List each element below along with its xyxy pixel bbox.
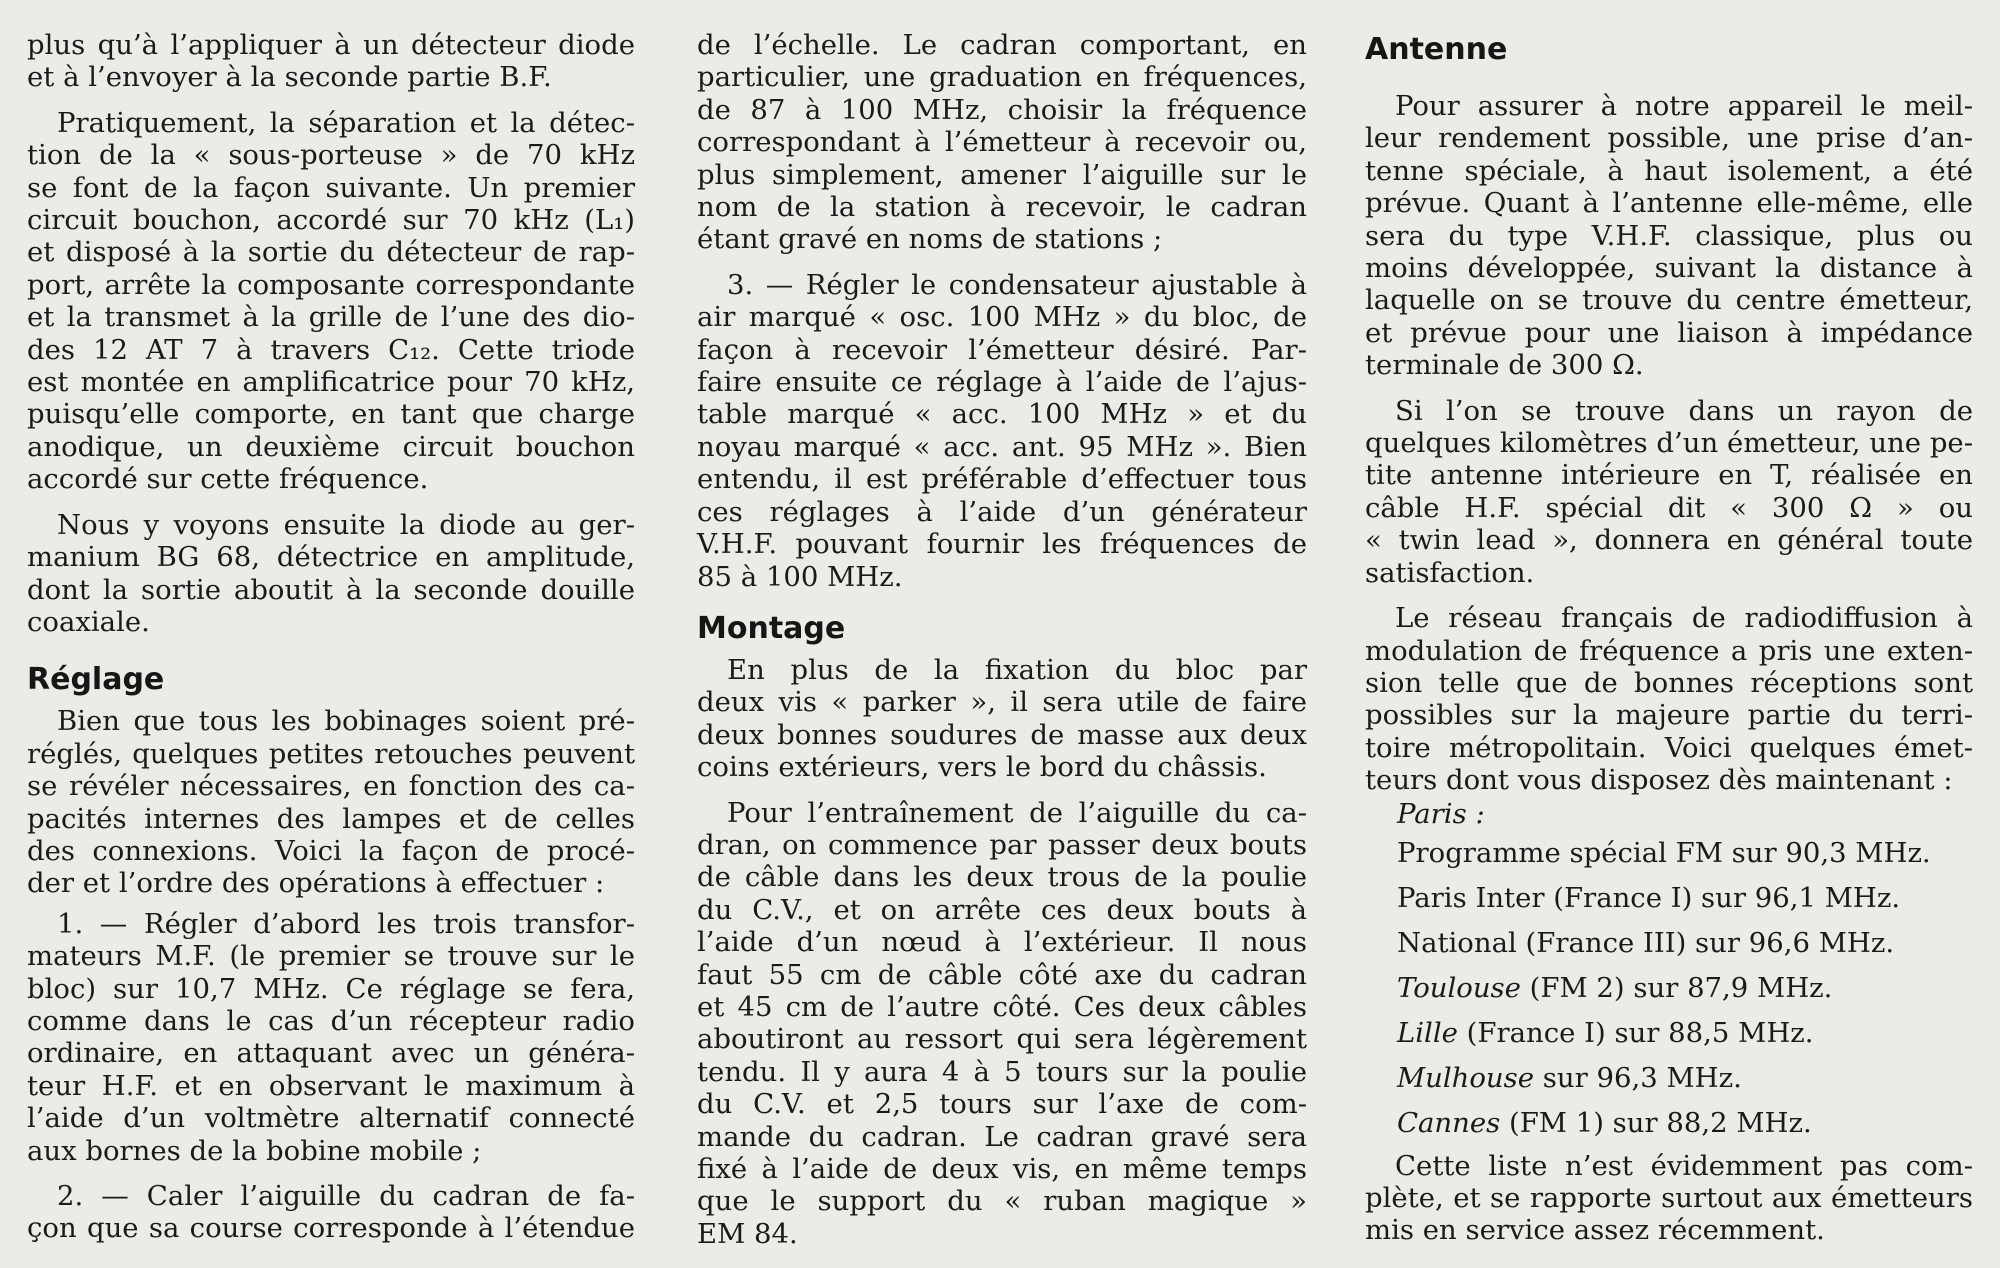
- station-city: Cannes: [1397, 1106, 1501, 1139]
- text-line: du C.V. et 2,5 tours sur l’axe de com-: [697, 1088, 1307, 1121]
- text-line: de câble dans les deux trous de la poulie: [697, 861, 1307, 894]
- text-line: toire métropolitain. Voici quelques émet-: [1365, 731, 1973, 764]
- text-line: façon à recevoir l’émetteur désiré. Par-: [697, 333, 1307, 366]
- text-line: modulation de fréquence a pris une exten-: [1365, 634, 1973, 667]
- text-line: bloc) sur 10,7 MHz. Ce réglage se fera,: [27, 972, 635, 1005]
- text-line: dont la sortie aboutit à la seconde douille: [27, 573, 635, 606]
- station-row: [1397, 921, 1973, 966]
- text-line: quelques kilomètres d’un émetteur, une pe-: [1365, 427, 1973, 460]
- text-line: mis en service assez récemment.: [1365, 1214, 1825, 1247]
- text-line: de l’échelle. Le cadran comportant, en: [697, 29, 1307, 61]
- text-line: des 12 AT 7 à travers C₁₂. Cette triode: [27, 333, 635, 366]
- text-line: du C.V., et on arrête ces deux bouts à: [697, 893, 1307, 926]
- text-line: port, arrête la composante correspondante: [27, 268, 635, 301]
- text-line: puisqu’elle comporte, en tant que charge: [27, 398, 635, 431]
- paragraph: [27, 1180, 635, 1245]
- text-line: Si l’on se trouve dans un rayon de: [1395, 394, 1973, 427]
- text-line: laquelle on se trouve du centre émetteur,: [1365, 284, 1973, 317]
- text-line: possibles sur la majeure partie du terri-: [1365, 699, 1973, 732]
- text-line: se font de la façon suivante. Un premier: [27, 171, 635, 204]
- text-line: noyau marqué « acc. ant. 95 MHz ». Bien: [697, 430, 1307, 463]
- text-line: l’aide d’un voltmètre alternatif connecté: [27, 1102, 635, 1135]
- text-line: 3. — Régler le condensateur ajustable à: [727, 268, 1307, 301]
- text-line: Pour l’entraînement de l’aiguille du ca-: [727, 796, 1307, 829]
- text-line: teurs dont vous disposez dès maintenant :: [1365, 764, 1953, 797]
- text-line: dran, on commence par passer deux bouts: [697, 828, 1307, 861]
- station-city: Toulouse: [1397, 971, 1521, 1004]
- section-heading-antenne: Antenne: [1365, 32, 1508, 67]
- text-line: faut 55 cm de câble côté axe du cadran: [697, 958, 1307, 991]
- column-right: [1365, 0, 1973, 1268]
- text-line: 1. — Régler d’abord les trois transfor-: [57, 907, 635, 940]
- text-line: moins développée, suivant la distance à: [1365, 252, 1973, 285]
- text-line: EM 84.: [697, 1217, 798, 1250]
- text-line: plus qu’à l’appliquer à un détecteur diode: [27, 29, 635, 61]
- station-details: (FM 2) sur 87,9 MHz.: [1520, 971, 1833, 1004]
- text-line: deux vis « parker », il sera utile de faire: [697, 686, 1307, 719]
- text-line: V.H.F. pouvant fournir les fréquences de: [697, 528, 1307, 561]
- text-line: tenne spéciale, à haut isolement, a été: [1365, 154, 1973, 187]
- text-line: « twin lead », donnera en général toute: [1365, 524, 1973, 557]
- text-line: plus simplement, amener l’aiguille sur le: [697, 158, 1307, 191]
- station-details: (FM 1) sur 88,2 MHz.: [1500, 1106, 1812, 1139]
- text-line: mateurs M.F. (le premier se trouve sur le: [27, 940, 635, 973]
- text-line: ordinaire, en attaquant avec un généra-: [27, 1037, 635, 1070]
- paragraph: [27, 908, 635, 1167]
- text-line: circuit bouchon, accordé sur 70 kHz (L₁): [27, 204, 635, 237]
- paragraph: [1365, 602, 1973, 796]
- text-line: nom de la station à recevoir, le cadran: [697, 191, 1307, 224]
- text-line: table marqué « acc. 100 MHz » et du: [697, 398, 1307, 431]
- text-line: et la transmet à la grille de l’une des dio-: [27, 301, 635, 334]
- text-line: Cette liste n’est évidemment pas com-: [1395, 1149, 1973, 1182]
- station-row: [1397, 966, 1973, 1011]
- text-line: satisfaction.: [1365, 556, 1535, 589]
- section-heading-reglage: Réglage: [27, 662, 165, 698]
- text-line: fixé à l’aide de deux vis, en même temps: [697, 1153, 1307, 1185]
- paragraph: [1365, 395, 1973, 589]
- text-line: leur rendement possible, une prise d’an-: [1365, 122, 1973, 155]
- text-line: coins extérieurs, vers le bord du châssis.: [697, 751, 1267, 784]
- text-line: coaxiale.: [27, 605, 150, 638]
- text-line: 85 à 100 MHz.: [697, 560, 903, 593]
- text-line: faire ensuite ce réglage à l’aide de l’ajus-: [697, 366, 1307, 399]
- text-line: se révéler nécessaires, en fonction des ca-: [27, 770, 635, 803]
- text-line: der et l’ordre des opérations à effectuer :: [27, 867, 605, 900]
- text-line: anodique, un deuxième circuit bouchon: [27, 430, 635, 463]
- text-line: correspondant à l’émetteur à recevoir ou,: [697, 126, 1307, 159]
- text-line: particulier, une graduation en fréquences,: [697, 61, 1307, 94]
- text-line: comme dans le cas d’un récepteur radio: [27, 1004, 635, 1037]
- text-line: Le réseau français de radiodiffusion à: [1395, 602, 1973, 635]
- text-line: et à l’envoyer à la seconde partie B.F.: [27, 61, 552, 94]
- paragraph: [27, 107, 635, 496]
- text-line: de 87 à 100 MHz, choisir la fréquence: [697, 93, 1307, 126]
- text-line: Nous y voyons ensuite la diode au ger-: [57, 508, 635, 541]
- text-line: réglés, quelques petites retouches peuvent: [27, 737, 635, 770]
- paragraph: [697, 269, 1307, 593]
- paragraph: [27, 29, 635, 94]
- text-line: pacités internes des lampes et de celles: [27, 802, 635, 835]
- section-heading-montage: Montage: [697, 610, 846, 646]
- text-line: l’aide d’un nœud à l’extérieur. Il nous: [697, 926, 1307, 959]
- column-middle: [697, 0, 1307, 1268]
- text-line: terminale de 300 Ω.: [1365, 349, 1644, 382]
- text-line: aboutiront au ressort qui sera légèrement: [697, 1023, 1307, 1056]
- station-details: Paris Inter (France I) sur 96,1 MHz.: [1397, 881, 1901, 914]
- text-line: En plus de la fixation du bloc par: [727, 653, 1307, 686]
- paragraph: [697, 29, 1307, 256]
- text-line: accordé sur cette fréquence.: [27, 463, 429, 496]
- text-line: Pour assurer à notre appareil le meil-: [1395, 90, 1973, 122]
- station-heading-paris: Paris :: [1397, 797, 1485, 830]
- text-line: et 45 cm de l’autre côté. Ces deux câbles: [697, 990, 1307, 1023]
- paragraph: [1365, 90, 1973, 382]
- station-details: Programme spécial FM sur 90,3 MHz.: [1397, 836, 1931, 869]
- text-line: tite antenne intérieure en T, réalisée en: [1365, 459, 1973, 492]
- station-row: [1397, 831, 1973, 876]
- station-list: [1365, 797, 1973, 1146]
- station-row: [1397, 1101, 1973, 1146]
- text-line: manium BG 68, détectrice en amplitude,: [27, 541, 635, 574]
- paragraph: [27, 509, 635, 639]
- text-line: des connexions. Voici la façon de procé-: [27, 834, 635, 867]
- text-line: et prévue pour une liaison à impédance: [1365, 316, 1973, 349]
- text-line: mande du cadran. Le cadran gravé sera: [697, 1120, 1307, 1153]
- paragraph: [697, 797, 1307, 1251]
- paragraph: [1365, 1150, 1973, 1247]
- text-line: sion telle que de bonnes réceptions sont: [1365, 666, 1973, 699]
- column-left: [27, 0, 635, 1268]
- text-line: câble H.F. spécial dit « 300 Ω » ou: [1365, 491, 1973, 524]
- text-line: ces réglages à l’aide d’un générateur: [697, 495, 1307, 528]
- station-city: Mulhouse: [1397, 1061, 1535, 1094]
- text-line: étant gravé en noms de stations ;: [697, 223, 1163, 256]
- station-details: sur 96,3 MHz.: [1534, 1061, 1742, 1094]
- station-details: National (France III) sur 96,6 MHz.: [1397, 926, 1895, 959]
- text-line: tendu. Il y aura 4 à 5 tours sur la poulie: [697, 1055, 1307, 1088]
- text-line: Bien que tous les bobinages soient pré-: [57, 705, 635, 738]
- text-line: entendu, il est préférable d’effectuer tous: [697, 463, 1307, 496]
- text-line: air marqué « osc. 100 MHz » du bloc, de: [697, 301, 1307, 334]
- text-line: Pratiquement, la séparation et la détec-: [57, 106, 635, 139]
- text-line: plète, et se rapporte surtout aux émetteurs: [1365, 1181, 1973, 1214]
- text-line: teur H.F. et en observant le maximum à: [27, 1069, 635, 1102]
- text-line: sera du type V.H.F. classique, plus ou: [1365, 219, 1973, 252]
- station-row: [1397, 1011, 1973, 1056]
- text-line: tion de la « sous-porteuse » de 70 kHz: [27, 139, 635, 172]
- text-line: 2. — Caler l’aiguille du cadran de fa-: [57, 1180, 635, 1212]
- text-line: prévue. Quant à l’antenne elle-même, elle: [1365, 187, 1973, 220]
- text-line: et disposé à la sortie du détecteur de rap-: [27, 236, 635, 269]
- station-city: Lille: [1397, 1016, 1458, 1049]
- text-line: est montée en amplificatrice pour 70 kHz,: [27, 366, 635, 399]
- station-row: [1397, 1056, 1973, 1101]
- paragraph: [697, 654, 1307, 784]
- paragraph: [27, 705, 635, 899]
- text-line: que le support du « ruban magique »: [697, 1185, 1307, 1218]
- text-line: çon que sa course corresponde à l’étendue: [27, 1212, 635, 1245]
- station-details: (France I) sur 88,5 MHz.: [1457, 1016, 1814, 1049]
- text-line: deux bonnes soudures de masse aux deux: [697, 718, 1307, 751]
- station-row: [1397, 876, 1973, 921]
- text-line: aux bornes de la bobine mobile ;: [27, 1134, 482, 1167]
